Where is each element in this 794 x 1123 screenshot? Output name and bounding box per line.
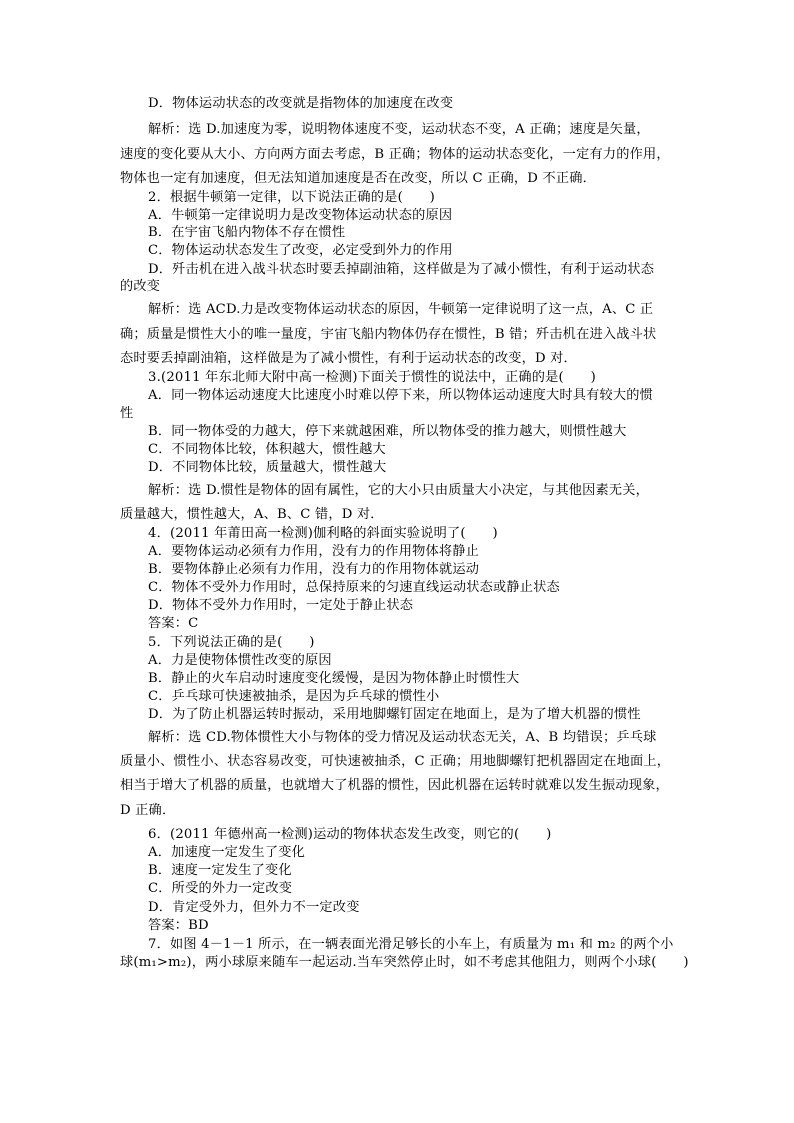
text-line: B．同一物体受的力越大，停下来就越困难，所以物体受的推力越大，则惯性越大 xyxy=(148,424,627,439)
text-line: D．物体不受外力作用时，一定处于静止状态 xyxy=(148,598,414,613)
text-line: C．所受的外力一定改变 xyxy=(148,881,293,896)
text-line: 5．下列说法正确的是( ) xyxy=(148,635,315,650)
text-line: C．物体不受外力作用时，总保持原来的匀速直线运动状态或静止状态 xyxy=(148,580,560,595)
text-line: C．乒乓球可快速被抽杀，是因为乒乓球的惯性小 xyxy=(148,689,440,704)
text-line: D．物体运动状态的改变就是指物体的加速度在改变 xyxy=(148,96,454,111)
text-line: 态时要丢掉副油箱，这样做是为了减小惯性，有利于运动状态的改变，D 对． xyxy=(120,351,577,366)
text-line: B．要物体静止必须有力作用，没有力的作用物体就运动 xyxy=(148,562,480,577)
text-line: D．肯定受外力，但外力不一定改变 xyxy=(148,900,360,915)
text-line: 解析：选 D.加速度为零，说明物体速度不变，运动状态不变，A 正确；速度是矢量， xyxy=(148,122,650,137)
text-line: B．速度一定发生了变化 xyxy=(148,863,292,878)
text-line: 6．(2011 年德州高一检测)运动的物体状态发生改变，则它的( ) xyxy=(148,827,552,842)
text-line: 答案：C xyxy=(148,616,199,631)
text-line: 球(m₁>m₂)，两小球原来随车一起运动.当车突然停止时，如不考虑其他阻力，则两个小球( ) xyxy=(120,955,689,970)
text-line: 的改变 xyxy=(120,279,161,294)
text-line: A．加速度一定发生了变化 xyxy=(148,845,305,860)
text-line: 3.(2011 年东北师大附中高一检测)下面关于惯性的说法中，正确的是( ) xyxy=(148,370,596,385)
text-line: 解析：选 CD.物体惯性大小与物体的受力情况及运动状态无关，A、B 均错误；乒乓球 xyxy=(148,730,657,745)
text-line: B．静止的火车启动时速度变化缓慢，是因为物体静止时惯性大 xyxy=(148,671,520,686)
text-line: B．在宇宙飞船内物体不存在惯性 xyxy=(148,225,346,240)
text-line: A．同一物体运动速度大比速度小时难以停下来，所以物体运动速度大时具有较大的惯 xyxy=(148,388,654,403)
text-line: A．要物体运动必须有力作用，没有力的作用物体将静止 xyxy=(148,544,480,559)
text-line: 2．根据牛顿第一定律，以下说法正确的是( ) xyxy=(148,190,436,205)
text-line: 相当于增大了机器的质量，也就增大了机器的惯性，因此机器在运转时就难以发生振动现象， xyxy=(120,778,669,793)
text-line: 性 xyxy=(120,406,134,421)
text-line: A．牛顿第一定律说明力是改变物体运动状态的原因 xyxy=(148,208,453,223)
text-line: D．不同物体比较，质量越大，惯性越大 xyxy=(148,460,387,475)
text-line: 4．(2011 年莆田高一检测)伽利略的斜面实验说明了( ) xyxy=(148,526,498,541)
text-line: D 正确． xyxy=(120,803,176,818)
text-line: C．不同物体比较，体积越大，惯性越大 xyxy=(148,442,386,457)
text-line: 答案：BD xyxy=(148,918,209,933)
text-line: 确；质量是惯性大小的唯一量度，宇宙飞船内物体仍存在惯性，B 错；歼击机在进入战斗状 xyxy=(120,327,657,342)
text-line: A．力是使物体惯性改变的原因 xyxy=(148,653,332,668)
text-line: D．为了防止机器运转时振动，采用地脚螺钉固定在地面上，是为了增大机器的惯性 xyxy=(148,707,641,722)
text-line: D．歼击机在进入战斗状态时要丢掉副油箱，这样做是为了减小惯性，有利于运动状态 xyxy=(148,262,655,277)
text-line: 速度的变化要从大小、方向两方面去考虑，B 正确；物体的运动状态变化，一定有力的作用， xyxy=(120,147,670,162)
text-line: C．物体运动状态发生了改变，必定受到外力的作用 xyxy=(148,243,453,258)
text-line: 解析：选 ACD.力是改变物体运动状态的原因，牛顿第一定律说明了这一点，A、C 正 xyxy=(148,302,654,317)
text-line: 质量小、惯性小、状态容易改变，可快速被抽杀，C 正确；用地脚螺钉把机器固定在地面上， xyxy=(120,754,671,769)
text-line: 质量越大，惯性越大，A、B、C 错，D 对． xyxy=(120,507,384,522)
text-line: 解析：选 D.惯性是物体的固有属性，它的大小只由质量大小决定，与其他因素无关， xyxy=(148,483,650,498)
text-line: 物体也一定有加速度，但无法知道加速度是否在改变，所以 C 正确，D 不正确． xyxy=(120,171,597,186)
text-line: 7．如图 4－1－1 所示，在一辆表面光滑足够长的小车上，有质量为 m₁ 和 m₂ 的两个小 xyxy=(148,937,674,952)
